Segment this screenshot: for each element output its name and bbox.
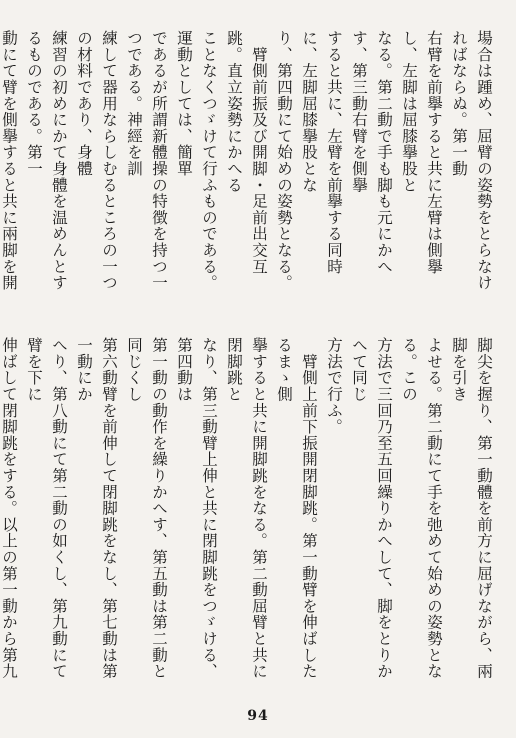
upper-text-block: 場合は踵め、屈臂の姿勢をとらなければならぬ。第一動 右臂を前擧すると共に左臂は側擧し、左脚は屈膝擧股と なる。第二動で手も脚も元にかへす、第三動右臂を側擧 すると共に、左臂を前擧する同時に、左脚屈膝擧股とな り、第四動にて始めの姿勢となる。 臂側前振及び開脚・足前出交互跳。直立姿勢にかへる ことなくつゞけて行ふものである。運動としては、簡單 であるが所謂新體操の特徴を持つ一つである。神經を訓 練して器用ならしむるところの一つの材料であり、身體 練習の初めにかて身體を温めんとするものである。第一 動にて臂を側擧すると共に兩脚を開 [0,30,493,291]
lower-text-block: 脚尖を握り、第一動體を前方に屈げながら、兩脚を引き よせる。第二動にて手を弛めて始めの姿勢となる。この 方法で三回乃至五回繰りかへして、脚をとりかへて同じ 方法で行ふ。 臂側上前下振開閉脚跳。第一動臂を伸ばしたるまゝ側 擧すると共に開脚跳をなる。第二動屈臂と共に閉脚跳と なり、第三動臂上伸と共に閉脚跳をつゞける、第四動は 第一動の動作を繰りかへす、第五動は第二動と同じくし 第六動臂を前伸して閉脚跳をなし、第七動は第一動にか へり、第八動にて第二動の如くし、第九動にて臂を下に 伸ばして閉脚跳をする。以上の第一動から第九 [0,337,493,680]
page-number: 94 [247,708,269,724]
